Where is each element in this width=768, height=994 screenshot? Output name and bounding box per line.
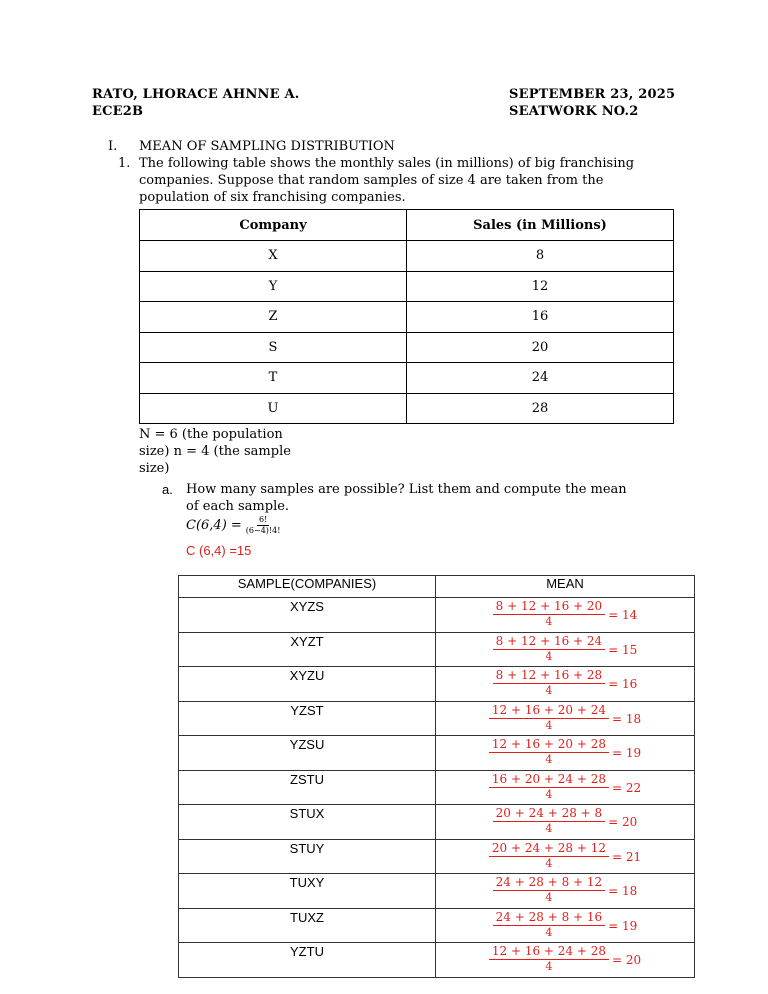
formula-numerator: 6! (258, 515, 268, 524)
mean-numerator: 12 + 16 + 20 + 28 (489, 737, 609, 753)
mean-cell (436, 874, 695, 909)
mean-numerator: 8 + 12 + 16 + 20 (493, 599, 606, 615)
sample-row (179, 943, 695, 978)
sample-cell: YZST (179, 701, 436, 736)
note-line-2: size) n = 4 (the sample (139, 444, 291, 459)
mean-fraction (489, 772, 641, 802)
company-cell: Y (140, 271, 407, 302)
sample-row (179, 839, 695, 874)
mean-numerator: 8 + 12 + 16 + 28 (493, 668, 606, 684)
mean-fraction (489, 944, 641, 974)
sample-row (179, 874, 695, 909)
formula-lhs: C(6,4) = (186, 518, 242, 533)
mean-cell (436, 839, 695, 874)
sales-row (140, 302, 674, 333)
mean-fraction (489, 841, 641, 871)
sample-row (179, 736, 695, 771)
mean-cell (436, 908, 695, 943)
problem-line-1: The following table shows the monthly sales (in millions) of big franchising (139, 156, 635, 171)
mean-result: = 16 (608, 677, 638, 691)
mean-fraction (493, 910, 638, 940)
combination-answer: C (6,4) =15 (186, 543, 252, 558)
mean-denominator: 4 (545, 787, 553, 801)
formula-denominator: (6−4)!4! (245, 526, 281, 535)
sample-row (179, 701, 695, 736)
sample-row (179, 770, 695, 805)
mean-result: = 19 (612, 746, 642, 760)
sample-cell: ZSTU (179, 770, 436, 805)
mean-numerator: 12 + 16 + 24 + 28 (489, 944, 609, 960)
activity-title: SEATWORK NO.2 (509, 104, 639, 119)
sample-row (179, 632, 695, 667)
samples-table (178, 575, 695, 978)
combination-formula (186, 515, 280, 536)
question-line-2: of each sample. (186, 499, 290, 514)
mean-denominator: 4 (545, 753, 553, 766)
mean-numerator: 20 + 24 + 28 + 8 (493, 806, 606, 822)
mean-denominator: 4 (545, 891, 553, 904)
mean-denominator: 4 (545, 960, 553, 973)
note-line-1: N = 6 (the population (139, 427, 283, 442)
mean-fraction (493, 668, 638, 698)
mean-result: = 18 (608, 884, 638, 898)
sales-row (140, 271, 674, 302)
mean-fraction (493, 634, 638, 664)
question-letter: a. (162, 482, 173, 497)
mean-denominator: 4 (545, 822, 553, 835)
mean-cell (436, 736, 695, 771)
mean-numerator: 20 + 24 + 28 + 12 (489, 841, 609, 857)
problem-line-2: companies. Suppose that random samples of size 4 are taken from the (139, 173, 604, 188)
sales-cell: 8 (407, 241, 674, 272)
mean-result: = 14 (608, 608, 638, 622)
company-cell: Z (140, 302, 407, 333)
sample-cell: STUY (179, 839, 436, 874)
sample-row (179, 908, 695, 943)
problem-number: 1. (118, 156, 131, 171)
mean-fraction (489, 737, 641, 767)
sample-cell: TUXY (179, 874, 436, 909)
sales-cell: 20 (407, 332, 674, 363)
mean-result: = 20 (608, 815, 638, 829)
mean-cell (436, 667, 695, 702)
mean-denominator: 4 (545, 615, 553, 628)
sample-cell: STUX (179, 805, 436, 840)
sample-cell: XYZT (179, 632, 436, 667)
mean-cell (436, 805, 695, 840)
mean-numerator: 24 + 28 + 8 + 16 (493, 910, 606, 926)
company-cell: S (140, 332, 407, 363)
mean-result: = 19 (608, 918, 638, 933)
sample-cell: XYZU (179, 667, 436, 702)
mean-cell (436, 632, 695, 667)
mean-denominator: 4 (545, 684, 553, 697)
mean-result: = 18 (612, 711, 642, 726)
date: SEPTEMBER 23, 2025 (509, 87, 676, 102)
mean-fraction (493, 599, 638, 629)
company-cell: T (140, 363, 407, 394)
sales-row (140, 241, 674, 272)
company-cell: X (140, 241, 407, 272)
student-section: ECE2B (92, 104, 144, 119)
sales-table (139, 209, 674, 424)
mean-denominator: 4 (545, 925, 553, 939)
sales-row (140, 363, 674, 394)
sales-row (140, 393, 674, 424)
mean-numerator: 12 + 16 + 20 + 24 (489, 703, 609, 719)
student-name: RATO, LHORACE AHNNE A. (92, 87, 300, 102)
mean-numerator: 16 + 20 + 24 + 28 (489, 772, 609, 788)
section-numeral: I. (108, 139, 118, 154)
mean-cell (436, 598, 695, 633)
mean-denominator: 4 (545, 718, 553, 732)
mean-fraction (493, 875, 638, 905)
sample-header: SAMPLE(COMPANIES) (179, 576, 436, 598)
note-line-3: size) (139, 461, 170, 476)
mean-denominator: 4 (545, 649, 553, 663)
sample-cell: YZSU (179, 736, 436, 771)
sample-row (179, 805, 695, 840)
mean-result: = 15 (608, 642, 638, 657)
mean-fraction (489, 703, 641, 733)
mean-result: = 20 (612, 953, 642, 967)
sales-cell: 16 (407, 302, 674, 333)
sample-row (179, 598, 695, 633)
mean-denominator: 4 (545, 856, 553, 870)
mean-result: = 22 (612, 780, 642, 795)
problem-line-3: population of six franchising companies. (139, 190, 406, 205)
sales-header: Sales (in Millions) (407, 210, 674, 241)
mean-cell (436, 770, 695, 805)
samples-table-header (179, 576, 695, 598)
sample-row (179, 667, 695, 702)
sample-cell: XYZS (179, 598, 436, 633)
sales-cell: 12 (407, 271, 674, 302)
mean-result: = 21 (612, 849, 642, 864)
sample-cell: YZTU (179, 943, 436, 978)
sample-cell: TUXZ (179, 908, 436, 943)
mean-header: MEAN (436, 576, 695, 598)
mean-cell (436, 701, 695, 736)
mean-numerator: 24 + 28 + 8 + 12 (493, 875, 606, 891)
sales-cell: 24 (407, 363, 674, 394)
company-cell: U (140, 393, 407, 424)
mean-cell (436, 943, 695, 978)
question-line-1: How many samples are possible? List them and compute the mean (186, 482, 627, 497)
mean-fraction (493, 806, 638, 836)
sales-row (140, 332, 674, 363)
section-title: MEAN OF SAMPLING DISTRIBUTION (139, 139, 395, 154)
sales-table-header (140, 210, 674, 241)
company-header: Company (140, 210, 407, 241)
mean-numerator: 8 + 12 + 16 + 24 (493, 634, 606, 650)
sales-cell: 28 (407, 393, 674, 424)
